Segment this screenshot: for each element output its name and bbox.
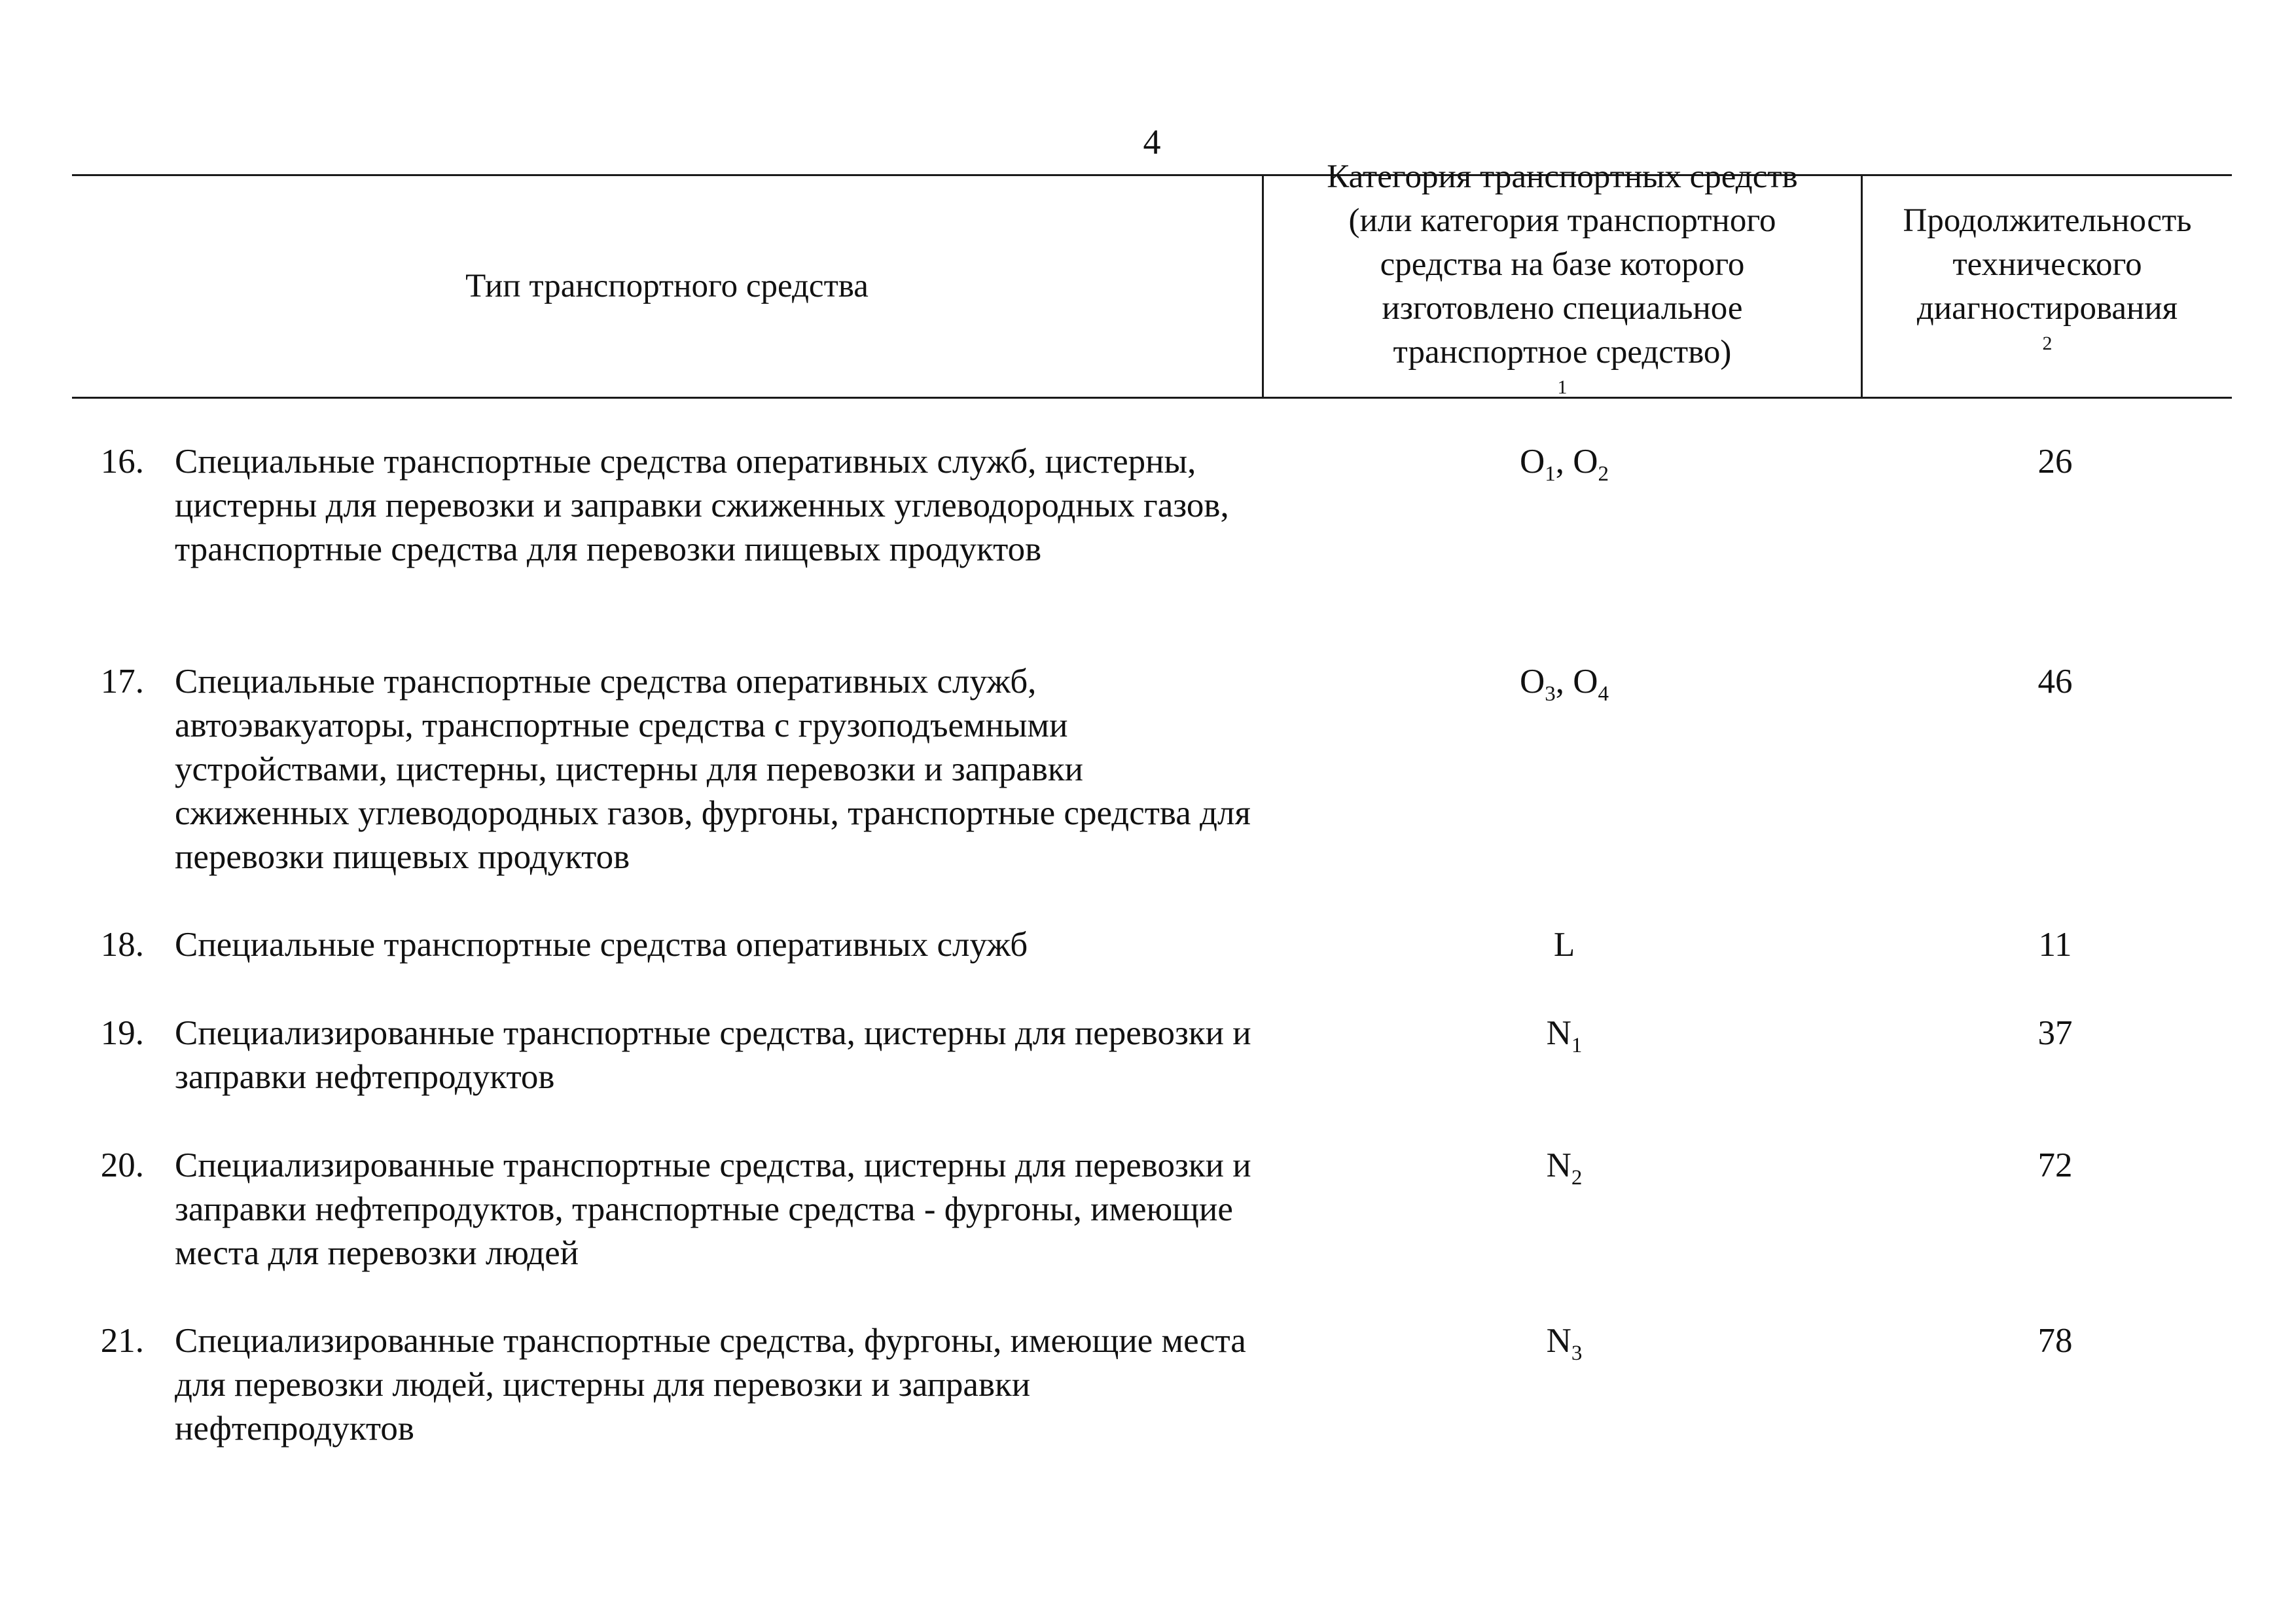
category-subscript: 1 bbox=[1571, 1034, 1583, 1057]
row-vehicle-type: Специальные транспортные средства оперативных служб bbox=[175, 926, 1028, 964]
category-subscript: 3 bbox=[1571, 1341, 1583, 1365]
row-number: 18. bbox=[100, 926, 144, 964]
category-code bbox=[1554, 926, 1575, 964]
category-code bbox=[1519, 443, 1556, 486]
row-number: 21. bbox=[100, 1322, 144, 1360]
row-category bbox=[1414, 1144, 1715, 1188]
header-category-label: Категория транспортных средств (или категория транспортного средства на базе которого изготовлено специальное транспортное средство) bbox=[1327, 158, 1798, 371]
row-category bbox=[1414, 923, 1715, 967]
header-duration bbox=[1863, 176, 2232, 397]
row-duration: 72 bbox=[2037, 1146, 2073, 1184]
header-duration-label: Продолжительность технического диагностирования bbox=[1903, 202, 2192, 327]
category-code bbox=[1573, 663, 1609, 706]
header-type-label: Тип транспортного средства bbox=[465, 268, 869, 304]
row-vehicle-type: Специализированные транспортные средства, фургоны, имеющие места для перевозки людей, цистерны для перевозки и заправки нефтепродуктов bbox=[175, 1322, 1246, 1448]
category-separator: , bbox=[1555, 443, 1573, 481]
category-subscript: 2 bbox=[1598, 462, 1609, 486]
header-duration-footnote: 2 bbox=[2042, 332, 2053, 354]
category-letter: N bbox=[1546, 1146, 1571, 1184]
table-header-rule bbox=[72, 397, 2232, 399]
row-number: 20. bbox=[100, 1146, 144, 1184]
category-letter: N bbox=[1546, 1322, 1571, 1360]
row-vehicle-type: Специальные транспортные средства оперативных служб, цистерны, цистерны для перевозки и заправки сжиженных углеводородных газов, транспортные средства для перевозки пищевых продуктов bbox=[175, 443, 1229, 568]
category-letter: L bbox=[1553, 926, 1575, 964]
category-separator: , bbox=[1555, 663, 1573, 701]
header-category bbox=[1264, 158, 1861, 398]
category-code bbox=[1573, 443, 1609, 486]
category-code bbox=[1546, 1146, 1583, 1190]
row-vehicle-type: Специализированные транспортные средства, цистерны для перевозки и заправки нефтепродуктов bbox=[175, 1014, 1251, 1096]
category-code bbox=[1519, 663, 1556, 706]
row-category bbox=[1414, 660, 1715, 704]
category-subscript: 2 bbox=[1571, 1166, 1583, 1190]
category-subscript: 1 bbox=[1545, 462, 1556, 486]
row-number: 19. bbox=[100, 1014, 144, 1052]
category-letter: O bbox=[1573, 663, 1598, 701]
row-vehicle-type: Специализированные транспортные средства, цистерны для перевозки и заправки нефтепродуктов, транспортные средства - фургоны, имеющие места для перевозки людей bbox=[175, 1146, 1251, 1272]
row-duration: 37 bbox=[2037, 1014, 2073, 1052]
row-duration: 11 bbox=[2038, 926, 2072, 964]
category-code bbox=[1546, 1322, 1583, 1365]
category-letter: O bbox=[1573, 443, 1598, 481]
row-category bbox=[1414, 440, 1715, 484]
row-category bbox=[1414, 1012, 1715, 1055]
row-vehicle-type: Специальные транспортные средства оперативных служб, автоэвакуаторы, транспортные средства с грузоподъемными устройствами, цистерны, цистерны для перевозки и заправки сжиженных углеводородных газов, фургоны, транспортные средства для перевозки пищевых продуктов bbox=[175, 663, 1251, 876]
page-number: 4 bbox=[1143, 122, 1161, 162]
category-letter: N bbox=[1546, 1014, 1571, 1052]
header-category-footnote: 1 bbox=[1557, 376, 1568, 398]
row-duration: 26 bbox=[2037, 443, 2073, 481]
category-letter: O bbox=[1519, 663, 1545, 701]
row-duration: 78 bbox=[2037, 1322, 2073, 1360]
header-type bbox=[72, 176, 1262, 397]
category-subscript: 4 bbox=[1598, 682, 1609, 706]
row-number: 17. bbox=[100, 663, 144, 701]
row-duration: 46 bbox=[2037, 663, 2073, 701]
row-number: 16. bbox=[100, 443, 144, 481]
category-subscript: 3 bbox=[1545, 682, 1556, 706]
category-code bbox=[1546, 1014, 1583, 1057]
row-category bbox=[1414, 1319, 1715, 1363]
category-letter: O bbox=[1519, 443, 1545, 481]
